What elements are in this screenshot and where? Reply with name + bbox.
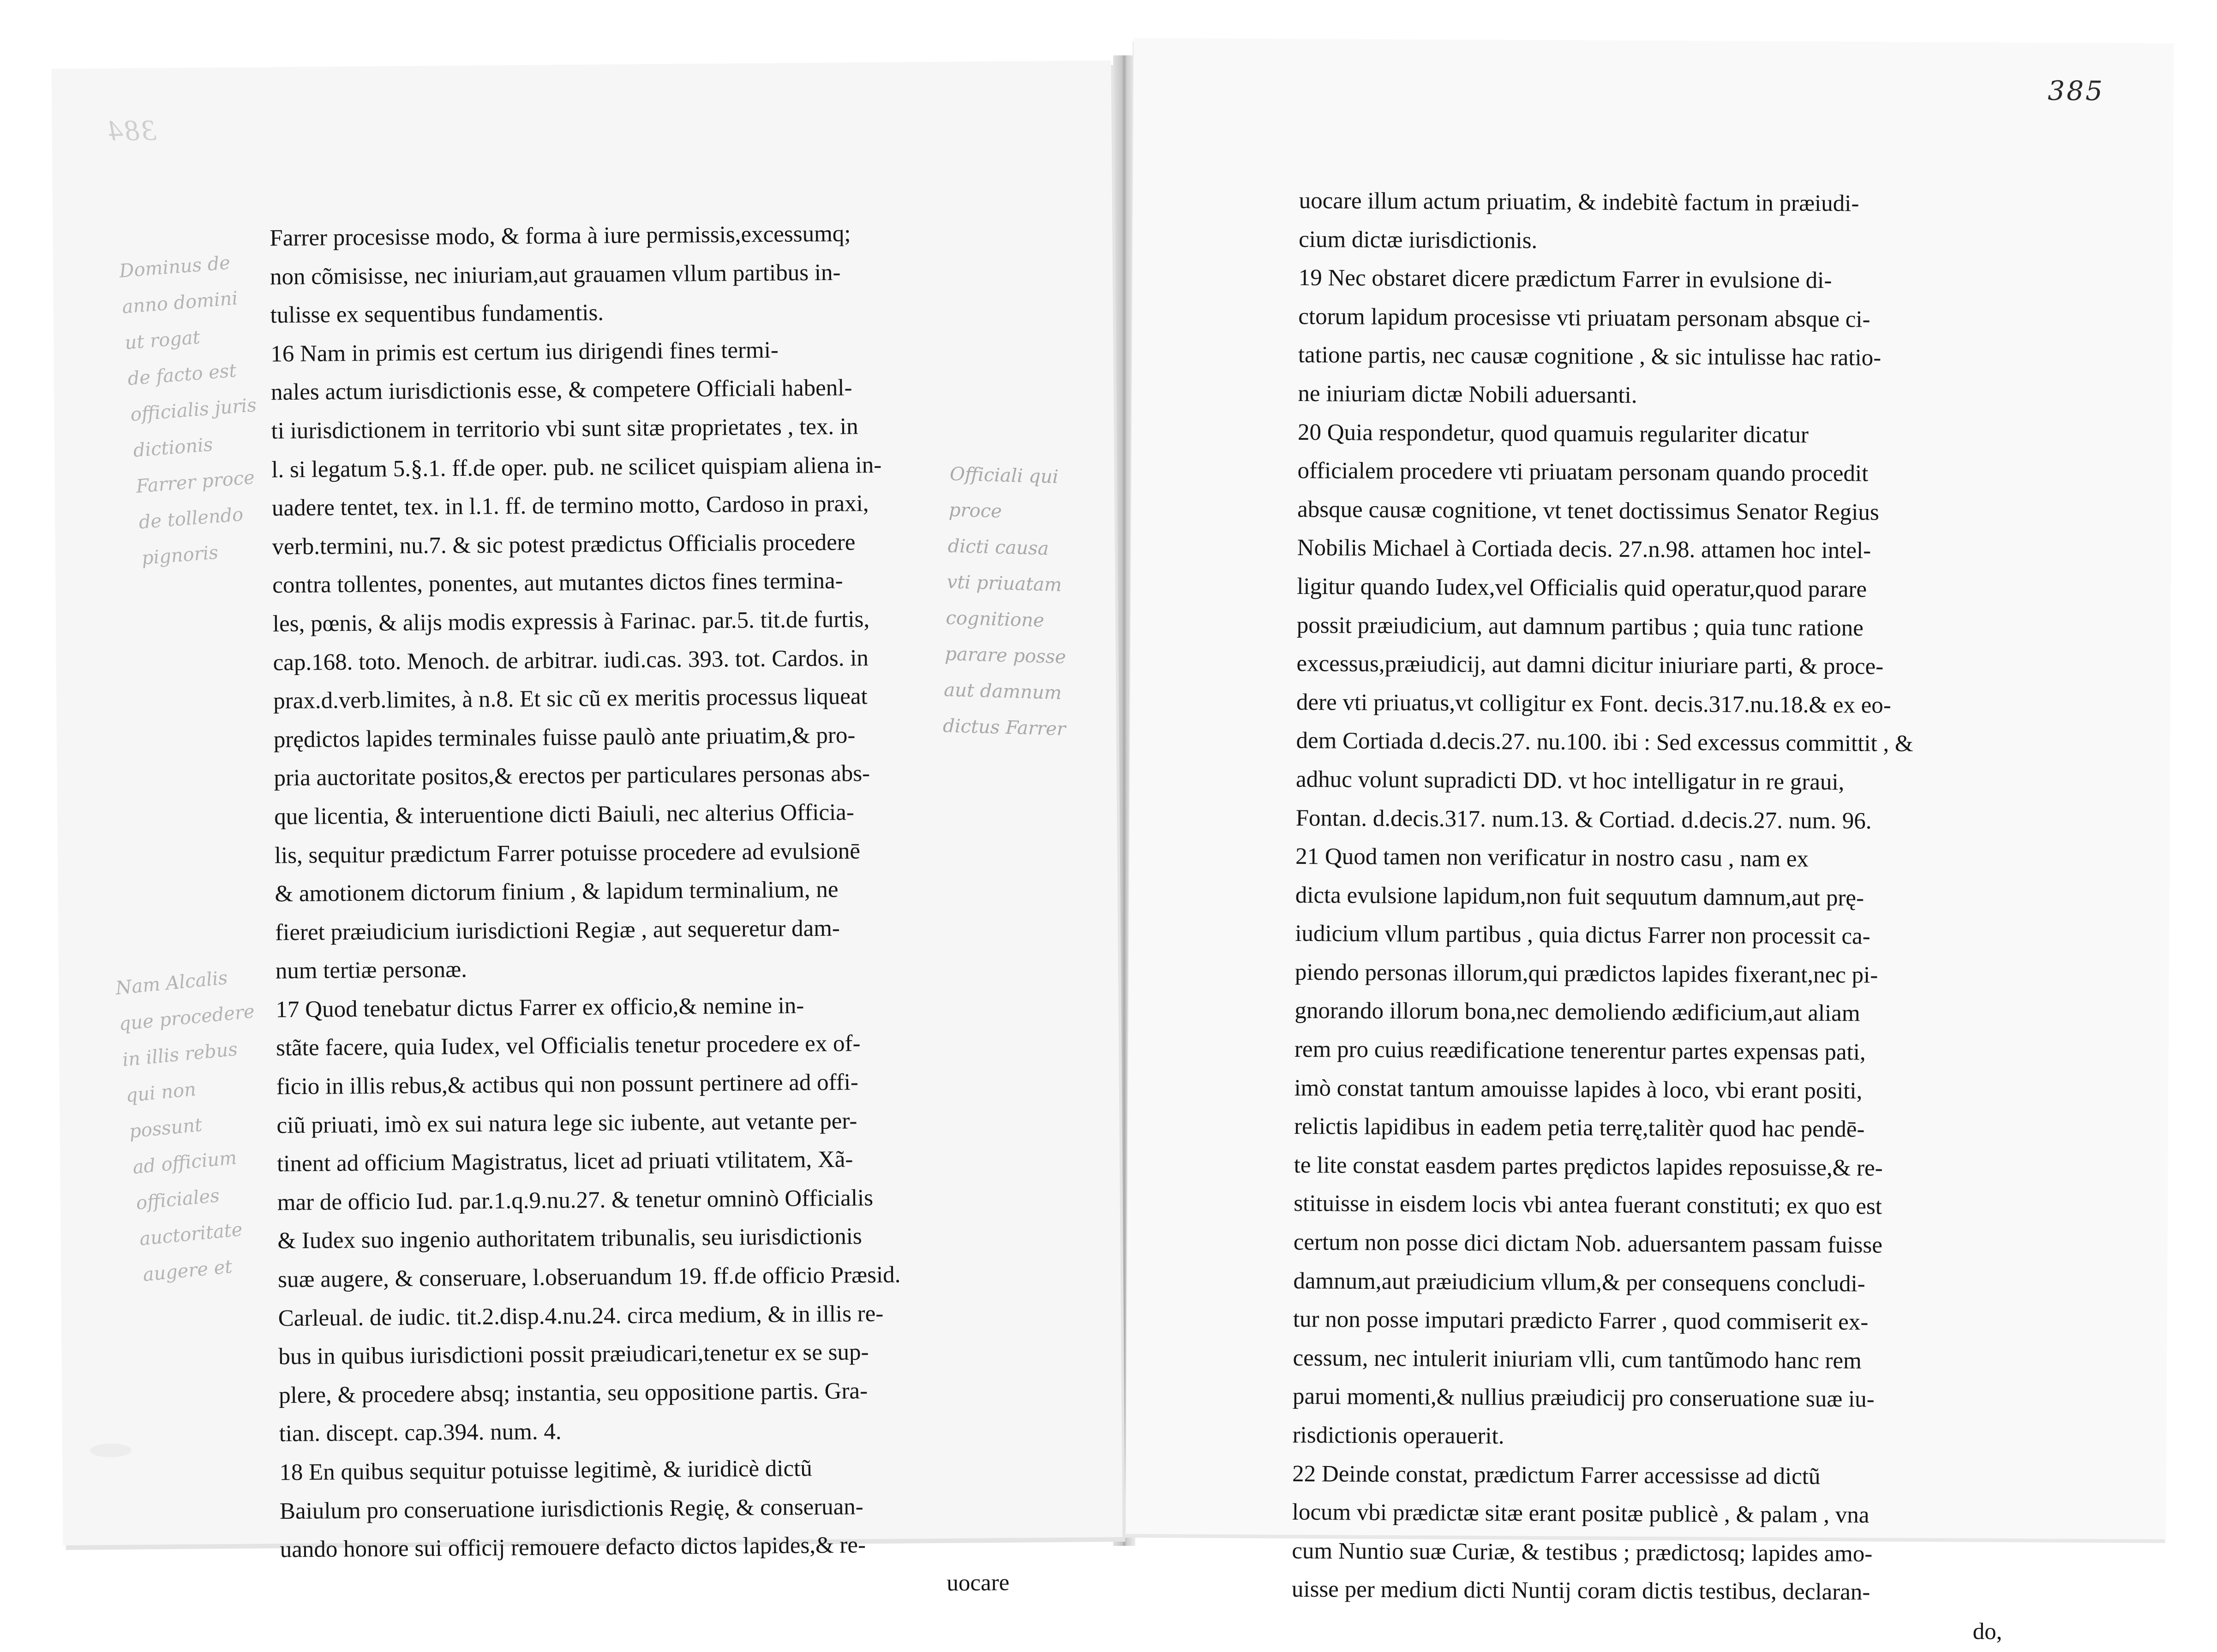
text-line: dere vti priuatus,vt colligitur ex Font. decis.317.nu.18.& ex eo- [1296, 689, 1892, 718]
text-line: Baiulum pro conseruatione iurisdictionis Regię, & conseruan- [279, 1493, 864, 1524]
right-page [1126, 38, 2174, 1645]
catchword: do, [1972, 1618, 2002, 1645]
marginal-note-line: officiales [135, 1185, 221, 1214]
text-line: te lite constat easdem partes prędictos lapides reposuisse,& re- [1294, 1152, 1883, 1181]
marginal-notes-right-of-left-page [942, 456, 1098, 748]
text-line: tian. discept. cap.394. num. 4. [279, 1419, 562, 1447]
right-page-text [1291, 182, 2010, 1652]
text-line: contra tollentes, ponentes, aut mutantes dictos fines termina- [272, 568, 843, 599]
text-line: fieret præiudicium iurisdictioni Regiæ , aut sequeretur dam- [275, 915, 840, 946]
text-line: gnorando illorum bona,nec demoliendo ædificium,aut aliam [1294, 998, 1860, 1027]
folio-number-right: 385 [2048, 75, 2105, 107]
left-page [51, 60, 1122, 1596]
text-line: nales actum iurisdictionis esse, & competere Officiali habenl- [270, 375, 852, 406]
marginal-note-line: anno domini [121, 287, 239, 318]
text-line: risdictionis operauerit. [1292, 1422, 1504, 1449]
text-line: dem Cortiada d.decis.27. nu.100. ibi : Sed excessus committit , & [1296, 728, 1913, 757]
marginal-note-line: dictionis [132, 434, 214, 461]
text-line: dicta evulsione lapidum,non fuit sequutum damnum,aut prę- [1295, 882, 1864, 911]
text-line: verb.termini, nu.7. & sic potest prædictus Officialis procedere [272, 529, 856, 560]
marginal-note-line: augere et [142, 1256, 234, 1286]
text-line: cium dictæ iurisdictionis. [1299, 226, 1538, 254]
text-line: absque causæ cognitione, vt tenet doctissimus Senator Regius [1297, 496, 1879, 526]
text-line: plere, & procedere absq; instantia, seu oppositione partis. Gra- [278, 1378, 868, 1409]
text-line: cap.168. toto. Menoch. de arbitrar. iudi.cas. 393. tot. Cardos. in [273, 645, 869, 676]
text-line: excessus,præiudicij, aut damni dicitur iniuriare parti, & proce- [1296, 651, 1884, 680]
text-line: 19 Nec obstaret dicere prædictum Farrer in evulsione di- [1298, 265, 1832, 294]
text-line: 16 Nam in primis est certum ius dirigendi fines termi- [270, 337, 779, 367]
marginal-note-line: dicti causa [947, 535, 1049, 560]
text-line: suæ augere, & conseruare, l.obseruandum 19. ff.de officio Præsid. [277, 1262, 901, 1293]
text-line: imò constat tantum amouisse lapides à loco, vbi erant positi, [1294, 1075, 1863, 1104]
marginal-note-line: in illis rebus [121, 1038, 239, 1071]
text-line: possit præiudicium, aut damnum partibus ; quia tunc ratione [1296, 612, 1864, 641]
marginal-notes-left-top [118, 243, 281, 576]
text-line: les, pœnis, & alijs modis expressis à Farinac. par.5. tit.de furtis, [272, 606, 870, 637]
text-line: locum vbi prædictæ sitæ erant positæ publicè , & palam , vna [1292, 1499, 1869, 1528]
text-line: uando honore sui officij remouere defacto dictos lapides,& re- [280, 1532, 866, 1563]
folio-number-left: 384 [106, 114, 156, 147]
marginal-note-line: que procedere [118, 1000, 256, 1035]
text-line: stãte facere, quia Iudex, vel Officialis tenetur procedere ex of- [276, 1030, 861, 1061]
text-line: Fontan. d.decis.317. num.13. & Cortiad. d.decis.27. num. 96. [1295, 805, 1872, 834]
text-line: Farrer procesisse modo, & forma à iure permissis,excessumq; [270, 221, 851, 251]
text-line: Carleual. de iudic. tit.2.disp.4.nu.24. circa medium, & in illis re- [278, 1300, 884, 1331]
marginal-note-line: officialis juris [129, 395, 258, 426]
text-line: tinent ad officium Magistratus, licet ad priuati vtilitatem, Xã- [276, 1146, 853, 1177]
text-line: non cõmisisse, nec iniuriam,aut grauamen vllum partibus in- [270, 259, 841, 290]
text-line: cessum, nec intulerit iniuriam vlli, cum tantũmodo hanc rem [1293, 1345, 1862, 1374]
text-line: adhuc volunt supradicti DD. vt hoc intelligatur in re graui, [1295, 766, 1845, 796]
text-line: que licentia, & interuentione dicti Baiuli, nec alterius Officia- [274, 799, 855, 830]
marginal-note-line: pignoris [141, 542, 219, 569]
marginal-note-line: de tollendo [138, 503, 244, 533]
text-line: 18 En quibus sequitur potuisse legitimè, & iuridicè dictũ [279, 1455, 812, 1486]
text-line: Nobilis Michael à Cortiada decis. 27.n.98. attamen hoc intel- [1297, 535, 1871, 564]
marginal-note-line: Officiali qui proce [948, 463, 1059, 522]
text-line: uadere tentet, tex. in l.1. ff. de termino motto, Cardoso in praxi, [271, 491, 869, 521]
text-line: rem pro cuius reædificatione tenerentur partes expensas pati, [1294, 1036, 1866, 1065]
text-line: ne iniuriam dictæ Nobili aduersanti. [1298, 380, 1637, 408]
marginal-note-line: cognitione [945, 607, 1045, 632]
text-line: relictis lapidibus in eadem petia terrę,talitèr quod hac pendē- [1294, 1113, 1865, 1143]
text-line: tatione partis, nec causæ cognitione , & sic intulisse hac ratio- [1298, 342, 1881, 371]
marginal-note-line: Dominus de [118, 252, 231, 282]
left-page-text [270, 214, 1010, 1608]
catchword: uocare [947, 1569, 1010, 1596]
text-line: uisse per medium dicti Nuntij coram dictis testibus, declaran- [1291, 1576, 1870, 1605]
text-line: ciũ priuati, imò ex sui natura lege sic iubente, aut vetante per- [276, 1108, 857, 1138]
text-line: lis, sequitur prædictum Farrer potuisse procedere ad evulsionē [274, 838, 861, 868]
marginal-note-line: Nam Alcalis [114, 967, 229, 1000]
marginal-note-line: de facto est [126, 360, 237, 390]
marginal-notes-left-bottom [114, 957, 292, 1293]
text-line: 17 Quod tenebatur dictus Farrer ex officio,& nemine in- [276, 993, 804, 1023]
text-line: ti iurisdictionem in territorio vbi sunt sitæ proprietates , tex. in [271, 413, 858, 444]
marginal-note-line: aut damnum [943, 679, 1062, 704]
text-line: bus in quibus iurisdictioni possit præiudicari,tenetur ex se sup- [278, 1339, 869, 1370]
text-line: 21 Quod tamen non verificatur in nostro casu , nam ex [1295, 844, 1809, 872]
text-line: certum non posse dici dictam Nob. aduersantem passam fuisse [1293, 1229, 1883, 1258]
text-line: piendo personas illorum,qui prædictos lapides fixerant,nec pi- [1294, 959, 1878, 988]
marginal-note-line: parare posse [944, 643, 1067, 668]
text-line: damnum,aut præiudicium vllum,& per consequens concludi- [1293, 1268, 1865, 1297]
text-line: iudicium vllum partibus , quia dictus Farrer non processit ca- [1295, 921, 1870, 950]
text-line: tulisse ex sequentibus fundamentis. [270, 299, 604, 329]
text-line: mar de officio Iud. par.1.q.9.nu.27. & tenetur omninò Officialis [277, 1185, 874, 1216]
text-line: ficio in illis rebus,& actibus qui non possunt pertinere ad offi- [276, 1069, 859, 1100]
marginal-note-line: ut rogat [124, 327, 201, 354]
text-line: ctorum lapidum procesisse vti priuatam personam absque ci- [1298, 303, 1870, 333]
text-line: num tertiæ personæ. [275, 957, 467, 984]
text-line: prax.d.verb.limites, à n.8. Et sic cũ ex meritis processus liqueat [273, 683, 868, 714]
text-line: cum Nuntio suæ Curiæ, & testibus ; prædictosq; lapides amo- [1292, 1538, 1873, 1567]
marginal-note-line: Farrer proce [135, 467, 256, 497]
text-line: pria auctoritate positos,& erectos per particulares personas abs- [274, 760, 870, 791]
text-line: & amotionem dictorum finium , & lapidum terminalium, ne [275, 876, 839, 907]
marginal-note-line: ad officium [132, 1147, 238, 1179]
marginal-note-line: vti priuatam [947, 571, 1062, 596]
text-line: 22 Deinde constat, prædictum Farrer accessisse ad dictũ [1292, 1460, 1821, 1490]
marginal-note-line: dictus Farrer [942, 715, 1066, 740]
text-line: ligitur quando Iudex,vel Officialis quid operatur,quod parare [1297, 573, 1867, 603]
text-line: stituisse in eisdem locis vbi antea fuerant constituti; ex quo est [1294, 1191, 1882, 1220]
text-line: prędictos lapides terminales fuisse paulò ante priuatim,& pro- [273, 722, 856, 753]
marginal-note-line: auctoritate [138, 1219, 244, 1250]
text-line: & Iudex suo ingenio authoritatem tribunalis, seu iurisdictionis [277, 1223, 862, 1254]
marginal-note-line: qui non possunt [125, 1078, 203, 1143]
text-line: 20 Quia respondetur, quod quamuis regulariter dicatur [1297, 419, 1809, 448]
page-stain [90, 1443, 132, 1458]
text-line: officialem procedere vti priuatam personam quando procedit [1297, 458, 1869, 487]
text-line: parui momenti,& nullius præiudicij pro conseruatione suæ iu- [1292, 1383, 1875, 1413]
text-line: tur non posse imputari prædicto Farrer , quod commiserit ex- [1293, 1306, 1869, 1335]
text-line: uocare illum actum priuatim, & indebitè factum in præiudi- [1299, 188, 1859, 217]
text-line: l. si legatum 5.§.1. ff.de oper. pub. ne scilicet quispiam aliena in- [271, 452, 882, 483]
